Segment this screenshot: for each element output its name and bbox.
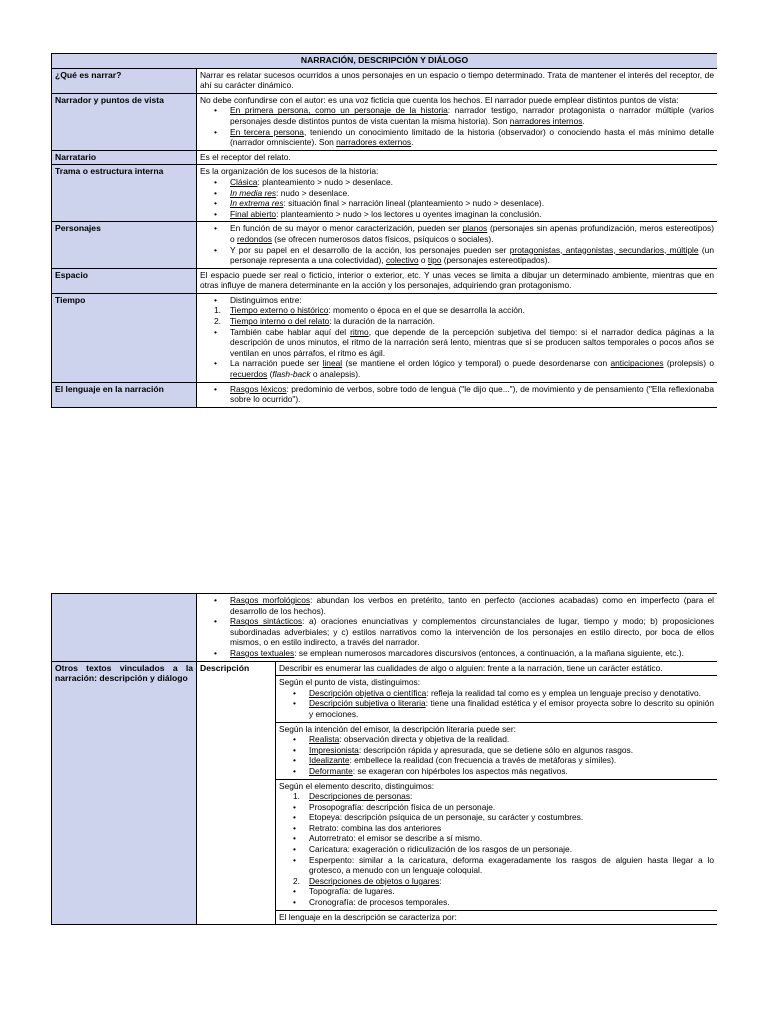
row-content — [276, 722, 718, 779]
cell-text: El espacio puede ser real o ficticio, interior o exterior, etc. Y unas veces se limita a dibujar un determinado ambiente, mientras que en otras influye de manera determinante en la acción y los personajes, adquiriendo gran protagonismo. — [200, 269, 714, 291]
item-text: o — [418, 255, 428, 266]
item-text: : predominio de verbos, sobre todo de lengua ("le dijo que..."), de movimiento y de pensamiento ("Ella reflexionaba sobre lo ocurrido"). — [230, 383, 714, 405]
table-row — [52, 150, 718, 165]
row-label: Narrador y puntos de vista — [52, 93, 197, 150]
item-text: La narración puede ser — [230, 358, 323, 369]
table-header-row — [52, 54, 718, 69]
term: Deformante — [309, 765, 353, 776]
term: Descripciones de objetos o lugares — [309, 875, 440, 886]
bullet-list — [279, 688, 714, 720]
row-content — [197, 165, 718, 222]
term: anticipaciones — [610, 358, 664, 369]
list-item — [309, 688, 714, 699]
table-row — [52, 165, 718, 222]
cell-text: Según la intención del emisor, la descripción literaria puede ser: — [279, 723, 516, 734]
list-item — [309, 791, 714, 802]
item-text: (se ofrecen numerosos datos físicos, psíquicos o sociales). — [271, 233, 494, 244]
list-item — [309, 734, 714, 745]
term: colectivo — [385, 255, 419, 266]
list-item: • Prosopografía: descripción física de un personaje. — [309, 802, 714, 813]
list-item — [230, 209, 714, 220]
item-text: , teniendo un conocimiento limitado de la historia (observador) o conociendo hasta el más mínimo detalle (narrador omnisciente). Son — [230, 126, 714, 148]
item-text: (un personaje representa a una colectividad), — [230, 244, 714, 266]
item-text: : planteamiento > nudo > los lectores u oyentes imaginan la conclusión. — [276, 208, 542, 219]
row-content — [276, 676, 718, 722]
row-content — [197, 268, 718, 293]
term: In extrema res — [230, 198, 284, 209]
item-text: : refleja la realidad tal como es y emplea un lenguaje preciso y denotativo. — [426, 687, 701, 698]
numbered-list — [279, 876, 714, 887]
item-text: : descripción rápida y apresurada, que se detiene sólo en algunos rasgos. — [358, 744, 634, 755]
term: protagonistas, antagonistas, secundarios, múltiple — [509, 244, 699, 255]
list-item — [230, 616, 714, 648]
cell-text: Es la organización de los sucesos de la historia: — [200, 166, 379, 177]
term: planos — [462, 223, 488, 234]
term: In media res — [230, 187, 277, 198]
table-row — [52, 93, 718, 150]
bullet-list — [200, 177, 714, 219]
list-item — [309, 698, 714, 719]
term: ritmo — [350, 326, 369, 337]
list-item: • Retrato: combina las dos anteriores — [309, 823, 714, 834]
row-content — [197, 150, 718, 165]
list-item — [230, 358, 714, 379]
table-row — [52, 382, 718, 407]
item-text: En función de su mayor o menor caracterización, pueden ser — [230, 223, 463, 234]
list-item — [230, 316, 714, 327]
term: Rasgos léxicos — [230, 383, 287, 394]
table-row — [52, 268, 718, 293]
numbered-list — [200, 305, 714, 326]
list-item: • Cronografía: de procesos temporales. — [309, 897, 714, 908]
row-label: El lenguaje en la narración — [52, 382, 197, 407]
table-title: NARRACIÓN, DESCRIPCIÓN Y DIÁLOGO — [52, 54, 718, 69]
cell-text: Otros textos vinculados a la narración: descripción y diálogo — [55, 662, 193, 684]
bullet-list — [279, 734, 714, 776]
term: Impresionista — [309, 744, 359, 755]
row-content — [276, 779, 718, 910]
term: tipo — [427, 255, 442, 266]
row-label: Tiempo — [52, 293, 197, 382]
bullet-list — [200, 384, 714, 405]
row-label: Personajes — [52, 222, 197, 268]
term: Rasgos morfológicos — [230, 595, 311, 605]
term: Realista — [309, 734, 340, 745]
row-label: Trama o estructura interna — [52, 165, 197, 222]
list-item: • Etopeya: descripción psíquica de un personaje, su carácter y costumbres. — [309, 812, 714, 823]
term: Descripciones de personas — [309, 791, 411, 802]
row-label: Espacio — [52, 268, 197, 293]
cell-text: Según el punto de vista, distinguimos: — [279, 677, 421, 688]
table-row — [52, 293, 718, 382]
list-item — [230, 384, 714, 405]
item-text: : se emplean numerosos marcadores discursivos (entonces, a continuación, a la mañana siguiente, etc.). — [294, 647, 684, 658]
document-page-1 — [51, 53, 717, 487]
list-item: • Topografía: de lugares. — [309, 886, 714, 897]
item-text: : la duración de la narración. — [329, 316, 436, 327]
row-content — [197, 382, 718, 407]
term: En primera persona, como un personaje de la historia — [230, 105, 448, 116]
item-text: o analepsis). — [310, 369, 361, 380]
term: recuerdos — [230, 369, 268, 380]
term: Final abierto — [230, 208, 277, 219]
item-text: ( — [267, 369, 273, 380]
term: Descripción objetiva o científica — [309, 687, 427, 698]
cell-text: Es el receptor del relato. — [200, 151, 291, 162]
term: lineal — [322, 358, 343, 369]
bullet-list — [200, 327, 714, 380]
cell-text: Describir es enumerar las cualidades de algo o alguien: frente a la narración, tiene un carácter estático. — [279, 662, 663, 673]
item-text: : — [439, 875, 442, 886]
bullet-list — [200, 223, 714, 265]
item-text: , que depende de la percepción subjetiva del tiempo: si el narrador dedica páginas a la descripción de unos minutos, el ritmo de la narración será lento, mientras que si se producen saltos temporales o pocos años se ventilan en unos párrafos, el ritmo es ágil. — [230, 326, 714, 358]
row-label: Narratario — [52, 150, 197, 165]
cell-text: Según el elemento descrito, distinguimos: — [279, 780, 435, 791]
document-page-2 — [51, 593, 717, 1024]
list-item — [309, 745, 714, 756]
item-text: (prolepsis) o — [663, 358, 714, 369]
row-content — [276, 661, 718, 676]
term: En tercera persona — [230, 126, 304, 137]
item-text: (personajes estereotipados). — [441, 255, 550, 266]
row-content — [197, 68, 718, 93]
list-item — [309, 755, 714, 766]
list-item: • Caricatura: exageración o ridiculización de los rasgos de un personaje. — [309, 844, 714, 855]
row-label — [52, 661, 197, 925]
list-item — [230, 177, 714, 188]
item-text: : nudo > desenlace. — [276, 187, 350, 198]
row-content — [197, 222, 718, 268]
item-text: : situación final > narración lineal (planteamiento > nudo > desenlace). — [283, 198, 545, 209]
row-content — [276, 910, 718, 925]
table-row — [52, 222, 718, 268]
item-text: Y por su papel en el desarrollo de la acción, los personajes pueden ser — [230, 244, 510, 255]
list-item — [230, 327, 714, 359]
item-text: : se exageran con hipérboles los aspectos más negativos. — [352, 765, 568, 776]
item-text: : embellece la realidad (con frecuencia a través de metáforas y símiles). — [349, 755, 617, 766]
row-content — [197, 293, 718, 382]
term: Descripción subjetiva o literaria — [309, 698, 426, 709]
cell-text: El lenguaje en la descripción se caracteriza por: — [279, 911, 457, 922]
term: Idealizante — [309, 755, 350, 766]
item-text: (personajes sin apenas profundización, meros estereotipos) o — [230, 223, 715, 244]
row-label: ¿Qué es narrar? — [52, 68, 197, 93]
table-row — [52, 68, 718, 93]
item-text: (se mantiene el orden lógico y temporal) o puede desordenarse con — [342, 358, 611, 369]
item-text: : tiene una finalidad estética y el emisor proyecta sobre lo descrito su opinión y emociones. — [309, 698, 715, 719]
list-item: • Esperpento: similar a la caricatura, deforma exageradamente los rasgos de alguien hasta llegar a lo grotesco, a menudo con un lenguaje coloquial. — [309, 855, 714, 876]
sub-label: Descripción — [197, 661, 276, 925]
numbered-list — [279, 791, 714, 802]
row-content — [197, 594, 718, 662]
bullet-list — [200, 595, 714, 659]
term: Rasgos sintácticos — [230, 616, 303, 627]
list-item — [230, 595, 714, 616]
list-item: • Autorretrato: el emisor se describe a sí mismo. — [309, 833, 714, 844]
term: Tiempo interno o del relato — [230, 316, 330, 327]
item-text: : narrador testigo, narrador protagonista o narrador múltiple (varios personajes desde distintos puntos de vista cuentan la misma historia). Son — [230, 105, 714, 126]
row-content — [197, 93, 718, 150]
term: narradores internos — [509, 115, 583, 126]
table-row — [52, 594, 718, 662]
bullet-list — [200, 295, 714, 306]
table-row — [52, 661, 718, 676]
term: Rasgos textuales — [230, 647, 295, 658]
narracion-table — [51, 53, 717, 408]
list-item — [230, 223, 714, 244]
cell-text: Narrar es relatar sucesos ocurridos a unos personajes en un espacio o tiempo determinado. Trata de mantener el interés del receptor, de ahí su carácter dinámico. — [200, 69, 714, 91]
item-text: flash-back — [272, 369, 311, 380]
item-text: : observación directa y objetiva de la realidad. — [339, 734, 510, 745]
list-item — [230, 105, 714, 126]
list-item — [309, 876, 714, 887]
list-item — [230, 127, 714, 148]
term: narradores externos — [336, 137, 412, 148]
item-text: . — [411, 137, 414, 148]
narracion-table-continued — [51, 593, 717, 925]
item-text: También cabe hablar aquí del — [230, 326, 351, 337]
item-text: : momento o época en el que se desarrolla la acción. — [328, 305, 525, 316]
list-item — [230, 188, 714, 199]
term: Tiempo externo o histórico — [230, 305, 329, 316]
bullet-list — [279, 802, 714, 876]
item-text: : — [410, 791, 413, 802]
term: Clásica — [230, 176, 258, 187]
list-item — [230, 198, 714, 209]
item-text: . — [582, 115, 585, 126]
list-item — [230, 648, 714, 659]
list-item — [309, 766, 714, 777]
item-text: : planteamiento > nudo > desenlace. — [257, 176, 393, 187]
bullet-list — [279, 886, 714, 907]
list-item — [230, 245, 714, 266]
row-label-empty — [52, 594, 197, 662]
item-text: : a) oraciones enunciativas y complementos circunstanciales de lugar, tiempo y modo; b) proposiciones subordinadas adverbiales; y c) estilos narrativos como la intervención de los personajes en estilo directo, por boca de ellos mismos, o en estilo indirecto, a través del narrador. — [230, 616, 715, 648]
bullet-list — [200, 105, 714, 147]
list-item — [230, 305, 714, 316]
item-text: : abundan los verbos en pretérito, tanto en perfecto (acciones acabadas) como en imperfecto (para el desarrollo de los hechos). — [230, 595, 715, 616]
list-item: • Distinguimos entre: — [230, 295, 714, 306]
term: redondos — [237, 233, 272, 244]
cell-text: No debe confundirse con el autor: es una voz ficticia que cuenta los hechos. El narrador puede emplear distintos puntos de vista: — [200, 94, 679, 105]
